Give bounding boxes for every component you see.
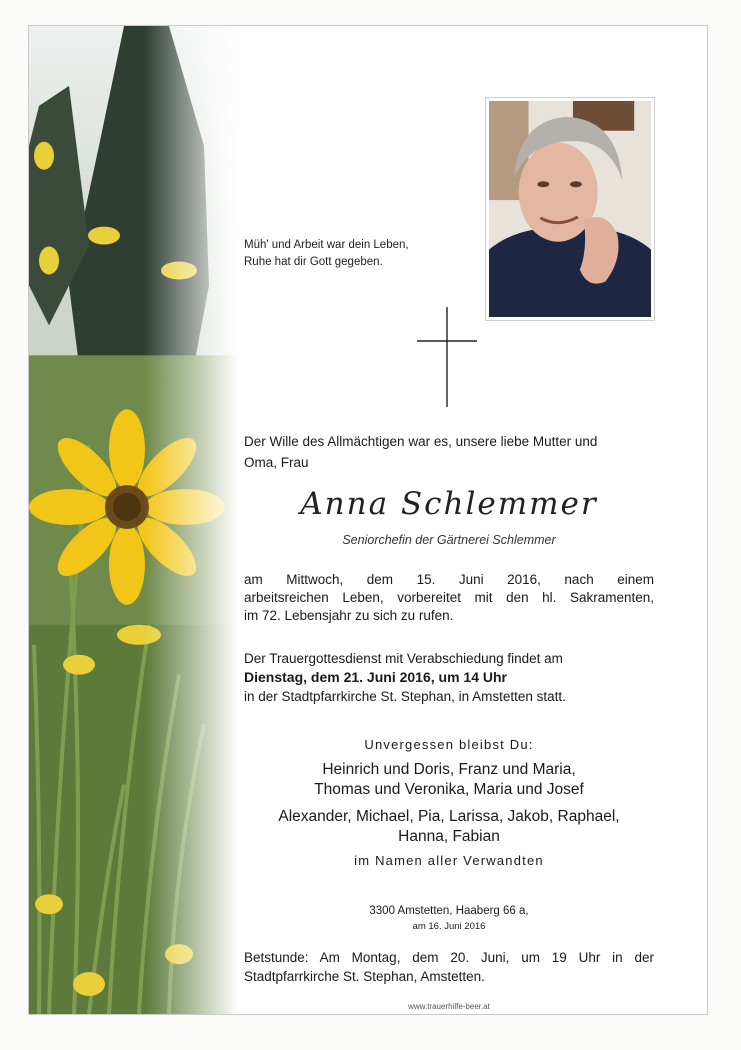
portrait-photo — [485, 97, 655, 321]
mourners-list — [244, 760, 654, 847]
prayer-line: Stadtpfarrkirche St. Stephan, Amstetten. — [244, 969, 485, 984]
mourners-line: Heinrich und Doris, Franz und Maria, — [322, 761, 576, 778]
prayer-line: Betstunde: Am Montag, dem 20. Juni, um 19 Uhr in der — [244, 950, 654, 965]
address-line: 3300 Amstetten, Haaberg 66 a, — [369, 905, 529, 917]
deceased-title: Seniorchefin der Gärtnerei Schlemmer — [342, 533, 556, 547]
intro-line: Oma, Frau — [244, 455, 309, 470]
relatives-line: im Namen aller Verwandten — [354, 853, 544, 868]
funeral-service-notice — [244, 649, 654, 706]
death-notice — [244, 571, 654, 625]
quote-line: Ruhe hat dir Gott gegeben. — [244, 256, 383, 268]
prayer-notice — [244, 948, 654, 986]
service-line: Der Trauergottesdienst mit Verabschiedung findet am — [244, 651, 563, 666]
website-link[interactable]: www.trauerhilfe-beer.at — [408, 1002, 490, 1011]
quote-line: Müh' und Arbeit war dein Leben, — [244, 239, 409, 251]
memorial-quote — [244, 237, 474, 271]
announcement-intro — [244, 431, 654, 473]
sunflower-illustration — [29, 26, 239, 1014]
service-line: in der Stadtpfarrkirche St. Stephan, in Amstetten statt. — [244, 689, 566, 704]
obituary-frame — [28, 25, 708, 1015]
address-date: am 16. Juni 2016 — [412, 921, 486, 932]
mourners-line: Hanna, Fabian — [398, 828, 500, 845]
intro-line: Der Wille des Allmächtigen war es, unsere liebe Mutter und — [244, 434, 598, 449]
mourners-heading: Unvergessen bleibst Du: — [364, 737, 534, 752]
address-block — [244, 903, 654, 935]
latin-cross-icon — [417, 307, 477, 407]
deceased-name: Anna Schlemmer — [300, 486, 598, 522]
death-line: im 72. Lebensjahr zu sich zu rufen. — [244, 608, 454, 623]
mourners-line: Thomas und Veronika, Maria und Josef — [314, 781, 584, 798]
death-line: arbeitsreichen Leben, vorbereitet mit den hl. Sakramenten, — [244, 590, 654, 605]
death-line: am Mittwoch, dem 15. Juni 2016, nach einem — [244, 572, 654, 587]
mourners-line: Alexander, Michael, Pia, Larissa, Jakob, Raphael, — [278, 808, 620, 825]
service-date: Dienstag, dem 21. Juni 2016, um 14 Uhr — [244, 669, 507, 685]
